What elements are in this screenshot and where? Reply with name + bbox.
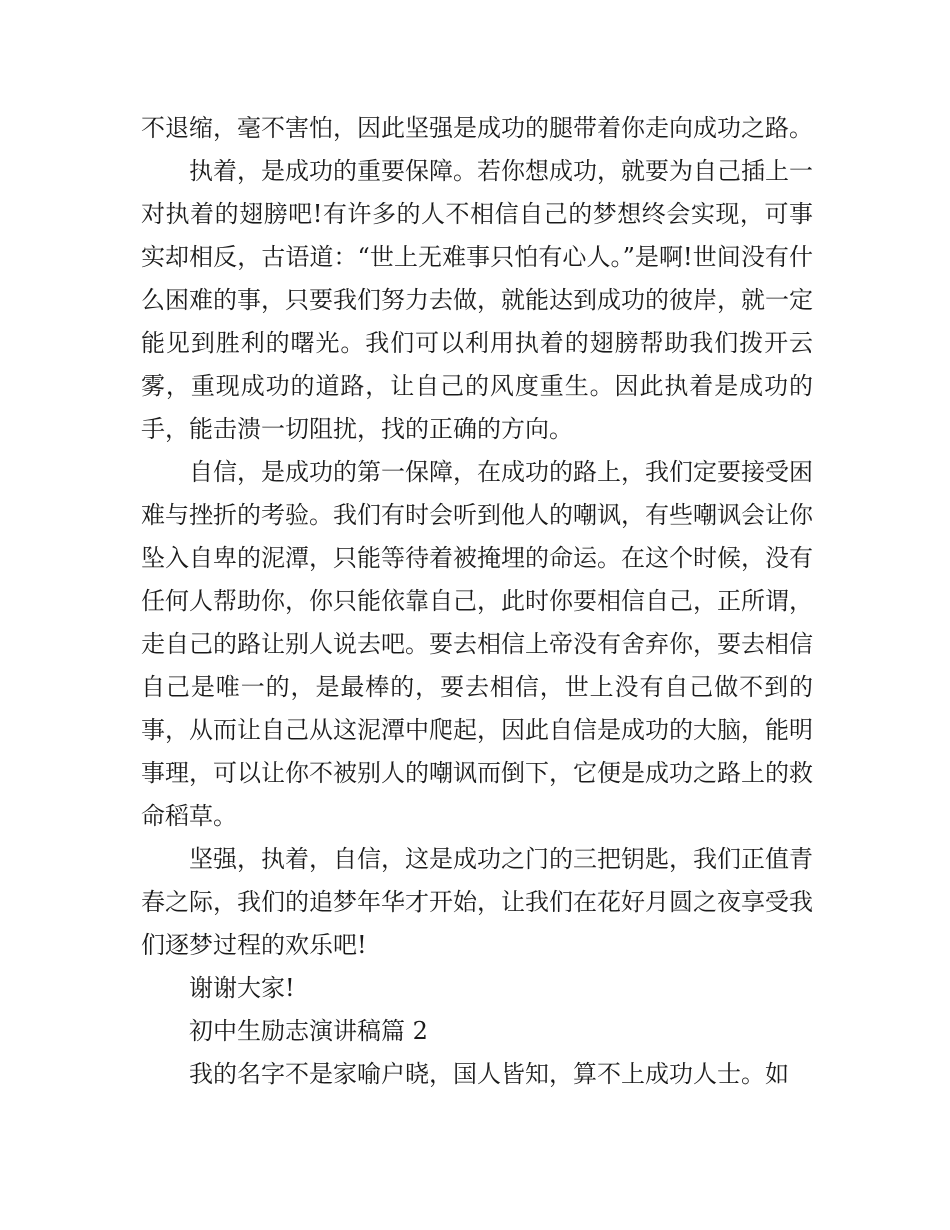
paragraph-2: 执着，是成功的重要保障。若你想成功，就要为自己插上一对执着的翅膀吧!有许多的人不相信自己的梦想终会实现，可事实却相反，古语道：“世上无难事只怕有心人。”是啊!世间没有什么困难的事，只要我们努力去做，就能达到成功的彼岸，就一定能见到胜利的曙光。我们可以利用执着的翅膀帮助我们拨开云雾，重现成功的道路，让自己的风度重生。因此执着是成功的手，能击溃一切阻扰，找的正确的方向。 — [141, 157, 813, 443]
paragraph-1: 不退缩，毫不害怕，因此坚强是成功的腿带着你走向成功之路。 — [141, 114, 813, 142]
paragraph-4: 坚强，执着，自信，这是成功之门的三把钥匙，我们正值青春之际，我们的追梦年华才开始，让我们在花好月圆之夜享受我们逐梦过程的欢乐吧! — [141, 845, 813, 959]
paragraph-7: 我的名字不是家喻户晓，国人皆知，算不上成功人士。如 — [189, 1060, 789, 1088]
paragraph-3: 自信，是成功的第一保障，在成功的路上，我们定要接受困难与挫折的考验。我们有时会听到他人的嘲讽，有些嘲讽会让你坠入自卑的泥潭，只能等待着被掩埋的命运。在这个时候，没有任何人帮助你，你只能依靠自己，此时你要相信自己，正所谓，走自己的路让别人说去吧。要去相信上帝没有舍弃你，要去相信自己是唯一的，是最棒的，要去相信，世上没有自己做不到的事，从而让自己从这泥潭中爬起，因此自信是成功的大脑，能明事理，可以让你不被别人的嘲讽而倒下，它便是成功之路上的救命稻草。 — [141, 458, 813, 830]
section-heading: 初中生励志演讲稿篇 2 — [189, 1017, 428, 1045]
document-body — [141, 107, 813, 1096]
paragraph-thanks: 谢谢大家! — [189, 974, 295, 1002]
